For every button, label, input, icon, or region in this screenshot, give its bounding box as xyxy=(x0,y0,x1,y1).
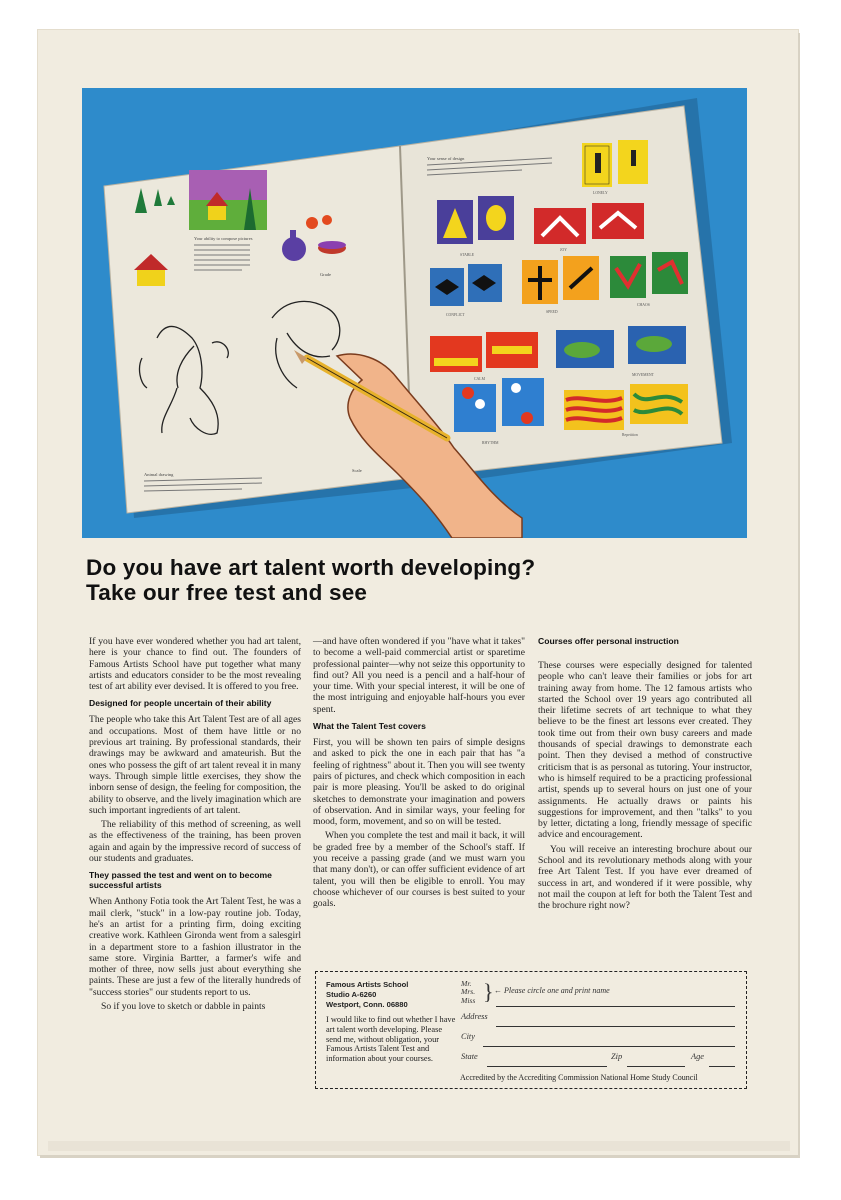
state-field[interactable] xyxy=(487,1066,607,1067)
svg-text:CHAOS: CHAOS xyxy=(637,303,650,307)
svg-text:Grade: Grade xyxy=(320,272,331,277)
svg-text:CONFLICT: CONFLICT xyxy=(446,313,465,317)
svg-text:MOVEMENT: MOVEMENT xyxy=(632,373,654,377)
column-1 xyxy=(89,636,301,1015)
name-field[interactable] xyxy=(496,1006,735,1007)
headline-line-1: Do you have art talent worth developing? xyxy=(86,555,536,580)
paragraph: The reliability of this method of screening, as well as the effectiveness of the training, has been proven again and again by the impressive record of success of our students and graduates. xyxy=(89,819,301,865)
column-3 xyxy=(538,636,752,915)
advertisement-illustration xyxy=(82,88,747,538)
paragraph: When you complete the test and mail it back, it will be graded free by a member of the School's staff. If you receive a passing grade (and we must warn you that many don't), or can offer sufficient evidence of art talent, you will then be eligible to enroll. You may choose whichever of our courses is best suited to your goals. xyxy=(313,830,525,910)
svg-text:RHYTHM: RHYTHM xyxy=(482,441,499,445)
paragraph: If you have ever wondered whether you had art talent, here is your chance to find out. The founders of Famous Artists School have put together what many artists and educators consider to be the most revealing test of art ability ever devised. It is offered to you free. xyxy=(89,636,301,693)
city-field[interactable] xyxy=(483,1046,735,1047)
subheading: They passed the test and went on to become successful artists xyxy=(89,870,272,891)
address-label: Address xyxy=(461,1012,488,1021)
state-label: State xyxy=(461,1052,478,1061)
title-miss[interactable]: Miss xyxy=(461,995,476,1005)
coupon-org: Famous Artists School xyxy=(326,980,409,989)
coupon-form xyxy=(461,979,741,1072)
title-mrs[interactable]: Mrs. xyxy=(461,987,476,997)
coupon-address-block xyxy=(326,980,456,1064)
zip-field[interactable] xyxy=(627,1066,685,1067)
coupon-studio: Studio A-6260 xyxy=(326,990,377,999)
name-row xyxy=(461,979,741,1012)
coupon-request-text: I would like to find out whether I have art talent worth developing. Please send me, without obligation, your Famous Artists Talent Test and information about your courses. xyxy=(326,1015,456,1064)
column-2 xyxy=(313,636,525,913)
svg-text:STABLE: STABLE xyxy=(460,253,475,257)
city-label: City xyxy=(461,1032,475,1041)
title-mr[interactable]: Mr. xyxy=(461,979,472,988)
city-row xyxy=(461,1032,741,1052)
paragraph: —and have often wondered if you "have what it takes" to become a well-paid commercial artist or sparetime professional painter—why not seize this opportunity to find out? All you need is a pencil and a half-hour of your time. With your special interest, it will be one of the most intriguing and enjoyable half-hours you ever spent. xyxy=(313,636,525,715)
state-row xyxy=(461,1052,741,1072)
svg-text:JOY: JOY xyxy=(560,248,567,252)
svg-text:Scale: Scale xyxy=(352,468,362,473)
mail-coupon xyxy=(315,971,747,1089)
address-field[interactable] xyxy=(496,1026,735,1027)
brace-icon: } xyxy=(483,979,494,1004)
svg-text:Your sense of design: Your sense of design xyxy=(427,156,465,161)
paragraph: So if you love to sketch or dabble in paints xyxy=(101,1001,266,1013)
paragraph: These courses were especially designed for talented people who can't leave their families or jobs for art training away from home. The 12 famous artists who started the School over 19 years ago contributed all their lifetime secrets of art technique to what they believe to be the finest art lessons ever created. They took time out from their own busy careers and made thousands of special drawings to demonstrate each point. Then they devised a method of constructive criticism that is as personal as tutoring. Your instructor, who is himself required to be a practicing professional artist, spends up to several hours on just one of your assignments. He actually draws or paints his suggestions for improvement, and then "talks" to you by letter, dictating a long, friendly message of specific advice and encouragement. xyxy=(538,660,752,841)
paragraph: When Anthony Fotia took the Art Talent Test, he was a mail clerk, "stuck" in a low-pay routine job. Today, he's an artist for a printing firm, doing exciting creative work. Kathleen Gironda went from a salesgirl in a department store to a fashion illustrator in the same store. Virginia Bartter, a farmer's wife and mother of three, now sells just about everything she paints. These are just a few of the literally hundreds of "success stories" our students report to us. xyxy=(89,896,301,998)
paragraph: The people who take this Art Talent Test are of all ages and occupations. Most of them have little or no previous art training. By professional standards, their drawings may be awkward and amateurish. But the ones who possess the gift of art talent reveal it in many ways. Through simple little exercises, they show the inborn sense of design, the feeling for composition, the ability to observe, and the lively imagination which are such important ingredients of art talent. xyxy=(89,714,301,816)
accreditation-note: Accredited by the Accrediting Commission National Home Study Council xyxy=(460,1073,698,1082)
title-options xyxy=(461,980,475,1005)
address-row xyxy=(461,1012,741,1032)
zip-label: Zip xyxy=(611,1052,623,1061)
svg-text:SPEED: SPEED xyxy=(546,310,558,314)
subheading: What the Talent Test covers xyxy=(313,721,426,732)
paragraph: You will receive an interesting brochure about our School and its revolutionary methods along with your free Art Talent Test. If you have ever dreamed of success in art, and wondered if it were possible, why not mail the coupon at left for both the Talent Test and the brochure right now? xyxy=(538,843,752,912)
coupon-city: Westport, Conn. 06880 xyxy=(326,1000,408,1009)
age-field[interactable] xyxy=(709,1066,735,1067)
left-page-heading: Your ability to compose pictures xyxy=(194,236,253,241)
paragraph: First, you will be shown ten pairs of simple designs and asked to pick the one in each pair that has "a feeling of rightness" about it. Then you will see twenty pairs of pictures, and check which composition in each pair is more pleasing. You'll be asked to do original sketches to demonstrate your imagination and powers of observation. And in similar ways, your feeling for mood, form, movement, and so on will be tested. xyxy=(313,737,525,828)
headline-line-2: Take our free test and see xyxy=(86,580,368,605)
sketchbook-illustration xyxy=(82,88,747,538)
svg-text:Animal drawing: Animal drawing xyxy=(144,472,174,477)
circle-instruction: ← Please circle one and print name xyxy=(494,986,610,995)
age-label: Age xyxy=(691,1052,705,1061)
svg-text:CALM: CALM xyxy=(474,377,485,381)
headline xyxy=(86,555,736,605)
svg-text:LONELY: LONELY xyxy=(593,191,608,195)
subheading: Courses offer personal instruction xyxy=(538,636,679,646)
svg-text:Repetition: Repetition xyxy=(622,433,638,437)
subheading: Designed for people uncertain of their ability xyxy=(89,698,272,709)
